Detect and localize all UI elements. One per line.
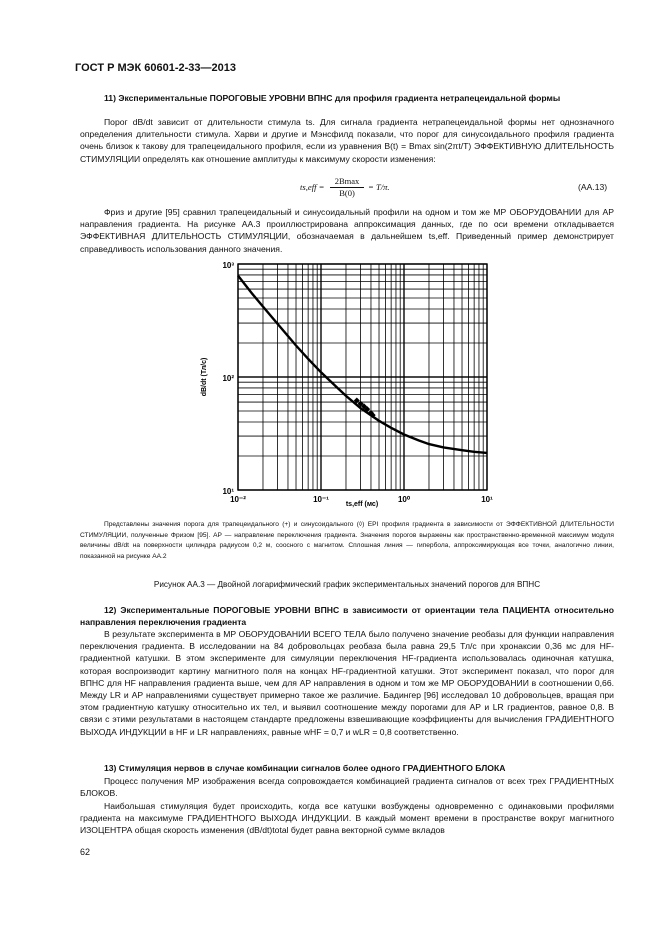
x-tick-label: 10⁻² (230, 495, 246, 504)
section-12-heading: 12) Экспериментальные ПОРОГОВЫЕ УРОВНИ ВПНС в зависимости от ориентации тела ПАЦИЕНТА относительно направления переключения градиента (80, 605, 614, 628)
x-tick-label: 10⁰ (397, 495, 411, 504)
standard-header: ГОСТ Р МЭК 60601-2-33—2013 (75, 62, 236, 74)
chart-grid (238, 264, 487, 490)
y-tick-label: 10¹ (222, 487, 234, 496)
section-11-paragraph-1: Порог dB/dt зависит от длительности стимула ts. Для сигнала градиента нетрапецеидальной формы нет однозначного определения длительности стимула. Харви и другие и Мэнсфилд показали, что порог для синусоидального профиля градиента очень близок к такову для трапецеидального профиля, если из уравнения B(t) = Bmax sin(2πt/T) ЭФФЕКТИВНУЮ ДЛИТЕЛЬНОСТЬ СТИМУЛЯЦИИ определять как отношение амплитуды к максимуму скорости изменения: (80, 117, 614, 164)
section-11-paragraph-2: Фриз и другие [95] сравнил трапецеидальный и синусоидальный профили на одном и том же МР ОБОРУДОВАНИИ для AP направления градиента. На рисунке АА.3 проиллюстрирована аппроксимация данных, где по оси времени откладывается ЭФФЕКТИВНАЯ ДЛИТЕЛЬНОСТЬ СТИМУЛЯЦИИ, обозначаемая в дальнейшем ts,eff. Приведенный пример демонстрирует справедливость использования данного значения. (80, 207, 614, 254)
figure-caption: Рисунок АА.3 — Двойной логарифмический график экспериментальных значений порогов для ВПНС (153, 580, 541, 589)
section-13-heading: 13) Стимуляция нервов в случае комбинации сигналов более одного ГРАДИЕНТНОГО БЛОКА (104, 763, 506, 773)
formula-fraction (330, 176, 364, 198)
section-13-paragraph-2: Наибольшая стимуляция будет происходить, когда все катушки возбуждены одновременно с одинаковыми профилями градиента на максимуме ГРАДИЕНТНОГО ВЫХОДА ИНДУКЦИИ. В каждый момент времени в пространстве вокруг магнитного ИЗОЦЕНТРА общая скорость изменения (dB/dt)total будет равна векторной сумме вкладов (80, 801, 614, 836)
x-axis-label: ts,eff (мс) (345, 501, 379, 508)
page-number: 62 (80, 847, 91, 857)
y-tick-label: 10² (222, 374, 234, 383)
log-log-chart (190, 258, 500, 510)
section-12-paragraph-1: В результате эксперимента в МР ОБОРУДОВАНИИ ВСЕГО ТЕЛА было получено значение реобазы для функции направления переключения градиента. В исследовании на 84 добровольцах реобаза была равна 29,5 Тл/с при хронаксии 0,36 мс для HF-градиентной катушки. В этом эксперименте для симуляции переключения HF-градиента использовалась одиночная катушка, которая воспроизводит картину магнитного поля на концах HF-градиентной катушки. Этот эксперимент показал, что порог для ВПНС для HF направления градиента выше, чем для AP направления в одном и том же МР ОБОРУДОВАНИИ в соотношении 0,66. Между LR и AP направлениями существует примерно такое же различие. Бадингер [96] исследовал 10 добровольцев, вращая при этом градиентную катушку относительно их тел, и выявил соотношение между порогами для AP и LR градиентов, равное 0,8. В связи с этими результатами в настоящем стандарте предложены взвешивающие коэффициенты для вычисления ГРАДИЕНТНОГО ВЫХОДА ИНДУКЦИИ в HF и LR направлениях, равные wHF = 0,7 и wLR = 0,8 соответственно. (80, 629, 614, 737)
section-13-paragraph-1: Процесс получения МР изображения всегда сопровождается комбинацией градиента сигналов от всех трех ГРАДИЕНТНЫХ БЛОКОВ. (80, 776, 614, 799)
formula-left: ts,eff = (300, 182, 325, 192)
formula-right: = T/π. (368, 182, 390, 192)
hyperbola-fit-line (238, 276, 487, 453)
section-11-heading: 11) Экспериментальные ПОРОГОВЫЕ УРОВНИ ВПНС для профиля градиента нетрапецеидальной формы (104, 93, 561, 103)
chart-marks (238, 276, 487, 453)
formula-denominator: B(0) (339, 188, 355, 198)
y-tick-label: 10³ (222, 261, 234, 270)
y-axis-label: dB/dt (Тл/с) (201, 357, 208, 397)
x-tick-label: 10⁻¹ (313, 495, 329, 504)
x-tick-label: 10¹ (481, 495, 493, 504)
equation-number: (АА.13) (578, 182, 608, 192)
figure-note: Представлены значения порога для трапецеидального (+) и синусоидального (◊) EPI профиля градиента в зависимости от ЭФФЕКТИВНОЙ ДЛИТЕЛЬНОСТИ СТИМУЛЯЦИИ, полученные Фризом [95]. AP — направление переключения градиента. Значения порогов выражены как пространственно-временной максимум модуля величины dB/dt на поверхности цилиндра радиусом 0,2 м, соосного с магнитом. Сплошная линия — гипербола, аппроксимирующая все точки, аналогично линии, показанной на рисунке АА.2 (80, 521, 614, 560)
formula-numerator: 2Bmax (330, 176, 364, 188)
